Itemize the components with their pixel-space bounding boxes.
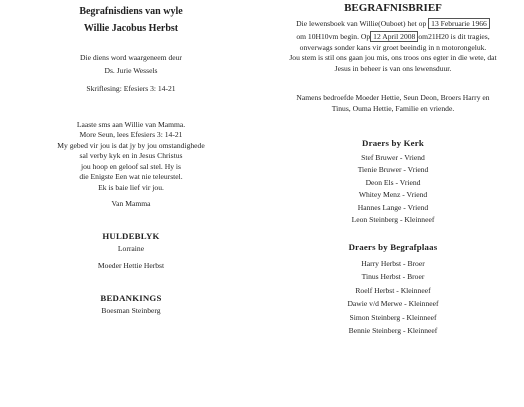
tribute-item: Moeder Hettie Herbst — [97, 261, 165, 270]
minister-name: Ds. Jurie Wessels — [104, 65, 158, 75]
mourners-line: Tinus, Ouma Hettie, Familie en vriende. — [331, 103, 455, 113]
intro-text: Die lewensboek van Willie(Ouboet) het op — [296, 19, 427, 28]
intro-text: om21H20 is dit tragies, — [418, 31, 490, 41]
thanks-item: Boesman Steinberg — [101, 305, 161, 315]
service-text: Die diens word waargeneem deur — [80, 53, 182, 62]
tribute-item: Lorraine — [117, 243, 145, 253]
bearer-item: Bennie Steinberg - Kleinneef — [348, 326, 438, 336]
intro-line: Jesus in beheer is van ons lewensduur. — [334, 64, 452, 74]
bearer-item: Deon Els - Vriend — [365, 177, 421, 187]
bearer-item: Stef Bruwer - Vriend — [361, 152, 425, 162]
thanks-heading: BEDANKINGS — [100, 292, 162, 303]
poem-signature: Van Mamma — [111, 199, 151, 208]
poem-line: die Enigste Een wat nie teleurstel. — [79, 172, 183, 181]
birth-date: 13 Februarie 1966 — [428, 18, 490, 29]
poem-line: My gebed vir jou is dat jy by jou omstandighede — [57, 140, 205, 150]
intro-line: Jou stem is stil ons gaan jou mis, ons troos ons egter in die wete, dat — [289, 53, 497, 63]
right-page — [262, 0, 524, 407]
bearer-item: Whitey Menz - Vriend — [358, 190, 428, 200]
tribute-heading: HULDEBLYK — [102, 230, 160, 241]
bearer-item: Hannes Lange - Vriend — [357, 202, 429, 212]
poem-line: More Seun, lees Efesiers 3: 14-21 — [79, 130, 183, 139]
bearer-item: Roelf Herbst - Kleinneef — [355, 285, 431, 295]
intro-line: onverwags sonder kans vir groet beeindig in n motorongeluk. — [299, 42, 487, 52]
intro-line — [262, 32, 524, 43]
bearer-item: Leon Steinberg - Kleinneef — [351, 215, 435, 225]
bearer-item: Harry Herbst - Broer — [361, 258, 425, 268]
church-bearers-heading: Draers by Kerk — [362, 137, 424, 148]
grave-bearers-heading: Draers by Begrafplaas — [348, 241, 438, 252]
bearer-item: Tienie Bruwer - Vriend — [357, 165, 429, 175]
bearer-item: Tinus Herbst - Broer — [361, 272, 425, 282]
poem-line: jou hoop en geloof sal stel. Hy is — [81, 161, 181, 171]
bearer-item: Simon Steinberg - Kleinneef — [349, 312, 437, 322]
letter-title: BEGRAFNISBRIEF — [344, 2, 442, 14]
intro-text: om 10H10vm begin. Op — [296, 31, 371, 41]
poem-line: sal verby kyk en in Jesus Christus — [79, 151, 183, 160]
scripture-reading: Skriflesing: Efesiers 3: 14-21 — [86, 84, 176, 93]
poem-line: Ek is baie lief vir jou. — [98, 182, 164, 192]
deceased-name: Willie Jacobus Herbst — [83, 23, 179, 34]
bearer-item: Dawie v/d Merwe - Kleinneef — [347, 299, 439, 309]
service-title: Begrafnisdiens van wyle — [79, 6, 183, 17]
intro-line — [262, 19, 524, 30]
death-date: 12 April 2008 — [370, 31, 418, 42]
mourners-line: Namens bedroefde Moeder Hettie, Seun Deon, Broers Harry en — [296, 92, 490, 102]
poem-line: Laaste sms aan Willie van Mamma. — [76, 119, 186, 129]
